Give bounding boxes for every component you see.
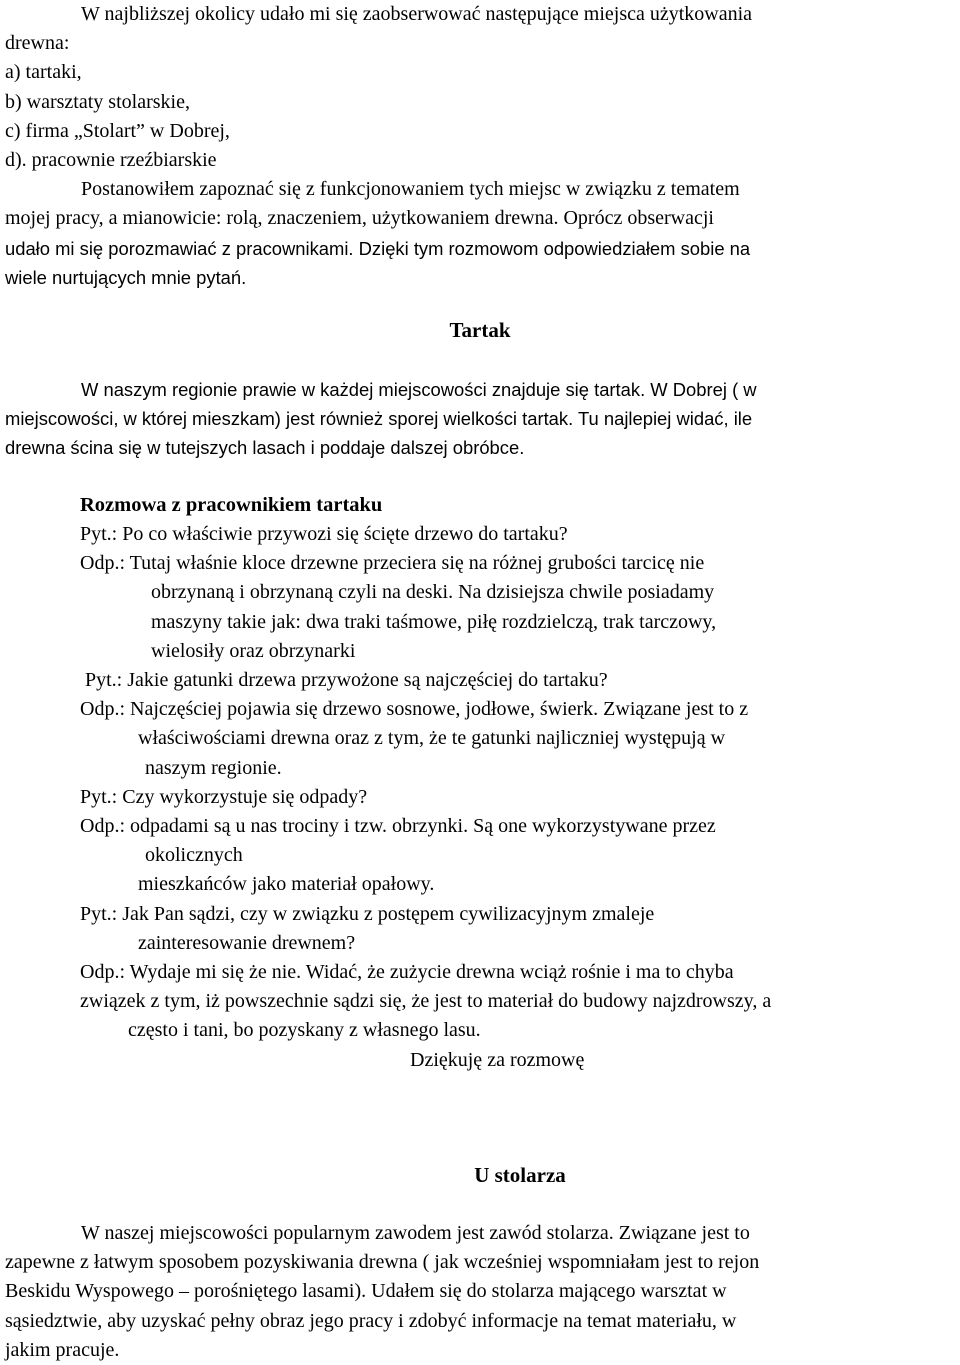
- tartak-section: [5, 375, 955, 463]
- answer-1-line-2: obrzynaną i obrzynaną czyli na deski. Na dzisiejsza chwile posiadamy: [151, 581, 715, 604]
- intro-line-2: drewna:: [5, 32, 70, 55]
- list-item-c: c) firma „Stolart” w Dobrej,: [5, 119, 230, 142]
- answer-4-line-3: często i tani, bo pozyskany z własnego lasu.: [128, 1019, 481, 1042]
- tartak-line-3: drewna ścina się w tutejszych lasach i poddaje dalszej obróbce.: [5, 437, 525, 459]
- stolarz-line-4: sąsiedztwie, aby uzyskać pełny obraz jego pracy i zdobyć informacje na temat materiału, w: [5, 1309, 737, 1332]
- answer-3-line-1: Odp.: odpadami są u nas trociny i tzw. obrzynki. Są one wykorzystywane przez: [80, 815, 716, 838]
- answer-2-line-2: właściwościami drewna oraz z tym, że te gatunki najliczniej występują w: [138, 727, 726, 750]
- answer-4-line-2: związek z tym, iż powszechnie sądzi się, że jest to materiał do budowy najzdrowszy, a: [80, 990, 772, 1013]
- list-item-d: d). pracownie rzeźbiarskie: [5, 149, 217, 172]
- list-item-a: a) tartaki,: [5, 61, 82, 84]
- interview-title: Rozmowa z pracownikiem tartaku: [80, 494, 383, 516]
- section-title-tartak: Tartak: [449, 318, 511, 342]
- question-2: Pyt.: Jakie gatunki drzewa przywożone są najczęściej do tartaku?: [85, 669, 608, 692]
- stolarz-line-2: zapewne z łatwym sposobem pozyskiwania drewna ( jak wcześniej wspomniałam jest to rejon: [5, 1251, 760, 1274]
- answer-2-line-3: naszym regionie.: [145, 756, 282, 779]
- answer-2-line-1: Odp.: Najczęściej pojawia się drzewo sosnowe, jodłowe, świerk. Związane jest to z: [80, 698, 749, 721]
- stolarz-section: [5, 1219, 955, 1365]
- stolarz-line-5: jakim pracuje.: [5, 1338, 120, 1361]
- intro-section: [5, 0, 955, 292]
- section-title-stolarz: U stolarza: [474, 1163, 566, 1187]
- thanks-line: Dziękuję za rozmowę: [410, 1048, 585, 1071]
- tartak-line-2: miejscowości, w której mieszkam) jest również sporej wielkości tartak. Tu najlepiej widać, ile: [5, 408, 753, 430]
- tartak-line-1: W naszym regionie prawie w każdej miejscowości znajduje się tartak. W Dobrej ( w: [81, 379, 757, 400]
- question-3: Pyt.: Czy wykorzystuje się odpady?: [80, 785, 368, 808]
- intro-line-1: W najbliższej okolicy udało mi się zaobserwować następujące miejsca użytkowania: [81, 3, 753, 25]
- interview-section: [5, 520, 960, 1075]
- stolarz-line-1: W naszej miejscowości popularnym zawodem jest zawód stolarza. Związane jest to: [81, 1222, 750, 1244]
- answer-3-line-2: okolicznych: [145, 844, 243, 867]
- intro-para-line-4: wiele nurtujących mnie pytań.: [5, 266, 247, 288]
- question-4-line-2: zainteresowanie drewnem?: [138, 931, 356, 954]
- list-item-b: b) warsztaty stolarskie,: [5, 90, 190, 113]
- question-4-line-1: Pyt.: Jak Pan sądzi, czy w związku z postępem cywilizacyjnym zmaleje: [80, 902, 655, 925]
- question-1: Pyt.: Po co właściwie przywozi się ścięte drzewo do tartaku?: [80, 523, 568, 545]
- answer-3-line-3: mieszkańców jako materiał opałowy.: [138, 873, 435, 896]
- answer-4-line-1: Odp.: Wydaje mi się że nie. Widać, że zużycie drewna wciąż rośnie i ma to chyba: [80, 961, 734, 984]
- intro-para-line-2: mojej pracy, a mianowicie: rolą, znaczeniem, użytkowaniem drewna. Oprócz obserwacji: [5, 207, 714, 230]
- intro-para-line-1: Postanowiłem zapoznać się z funkcjonowaniem tych miejsc w związku z tematem: [81, 178, 740, 201]
- answer-1-line-3: maszyny takie jak: dwa traki taśmowe, piłę rozdzielczą, trak tarczowy,: [151, 610, 717, 633]
- answer-1-line-1: Odp.: Tutaj właśnie kloce drzewne przeciera się na różnej grubości tarcicę nie: [80, 552, 705, 575]
- stolarz-line-3: Beskidu Wyspowego – porośniętego lasami). Udałem się do stolarza mającego warsztat w: [5, 1280, 727, 1303]
- answer-1-line-4: wielosiły oraz obrzynarki: [151, 639, 356, 662]
- intro-para-line-3: udało mi się porozmawiać z pracownikami. Dzięki tym rozmowom odpowiedziałem sobie na: [5, 237, 751, 259]
